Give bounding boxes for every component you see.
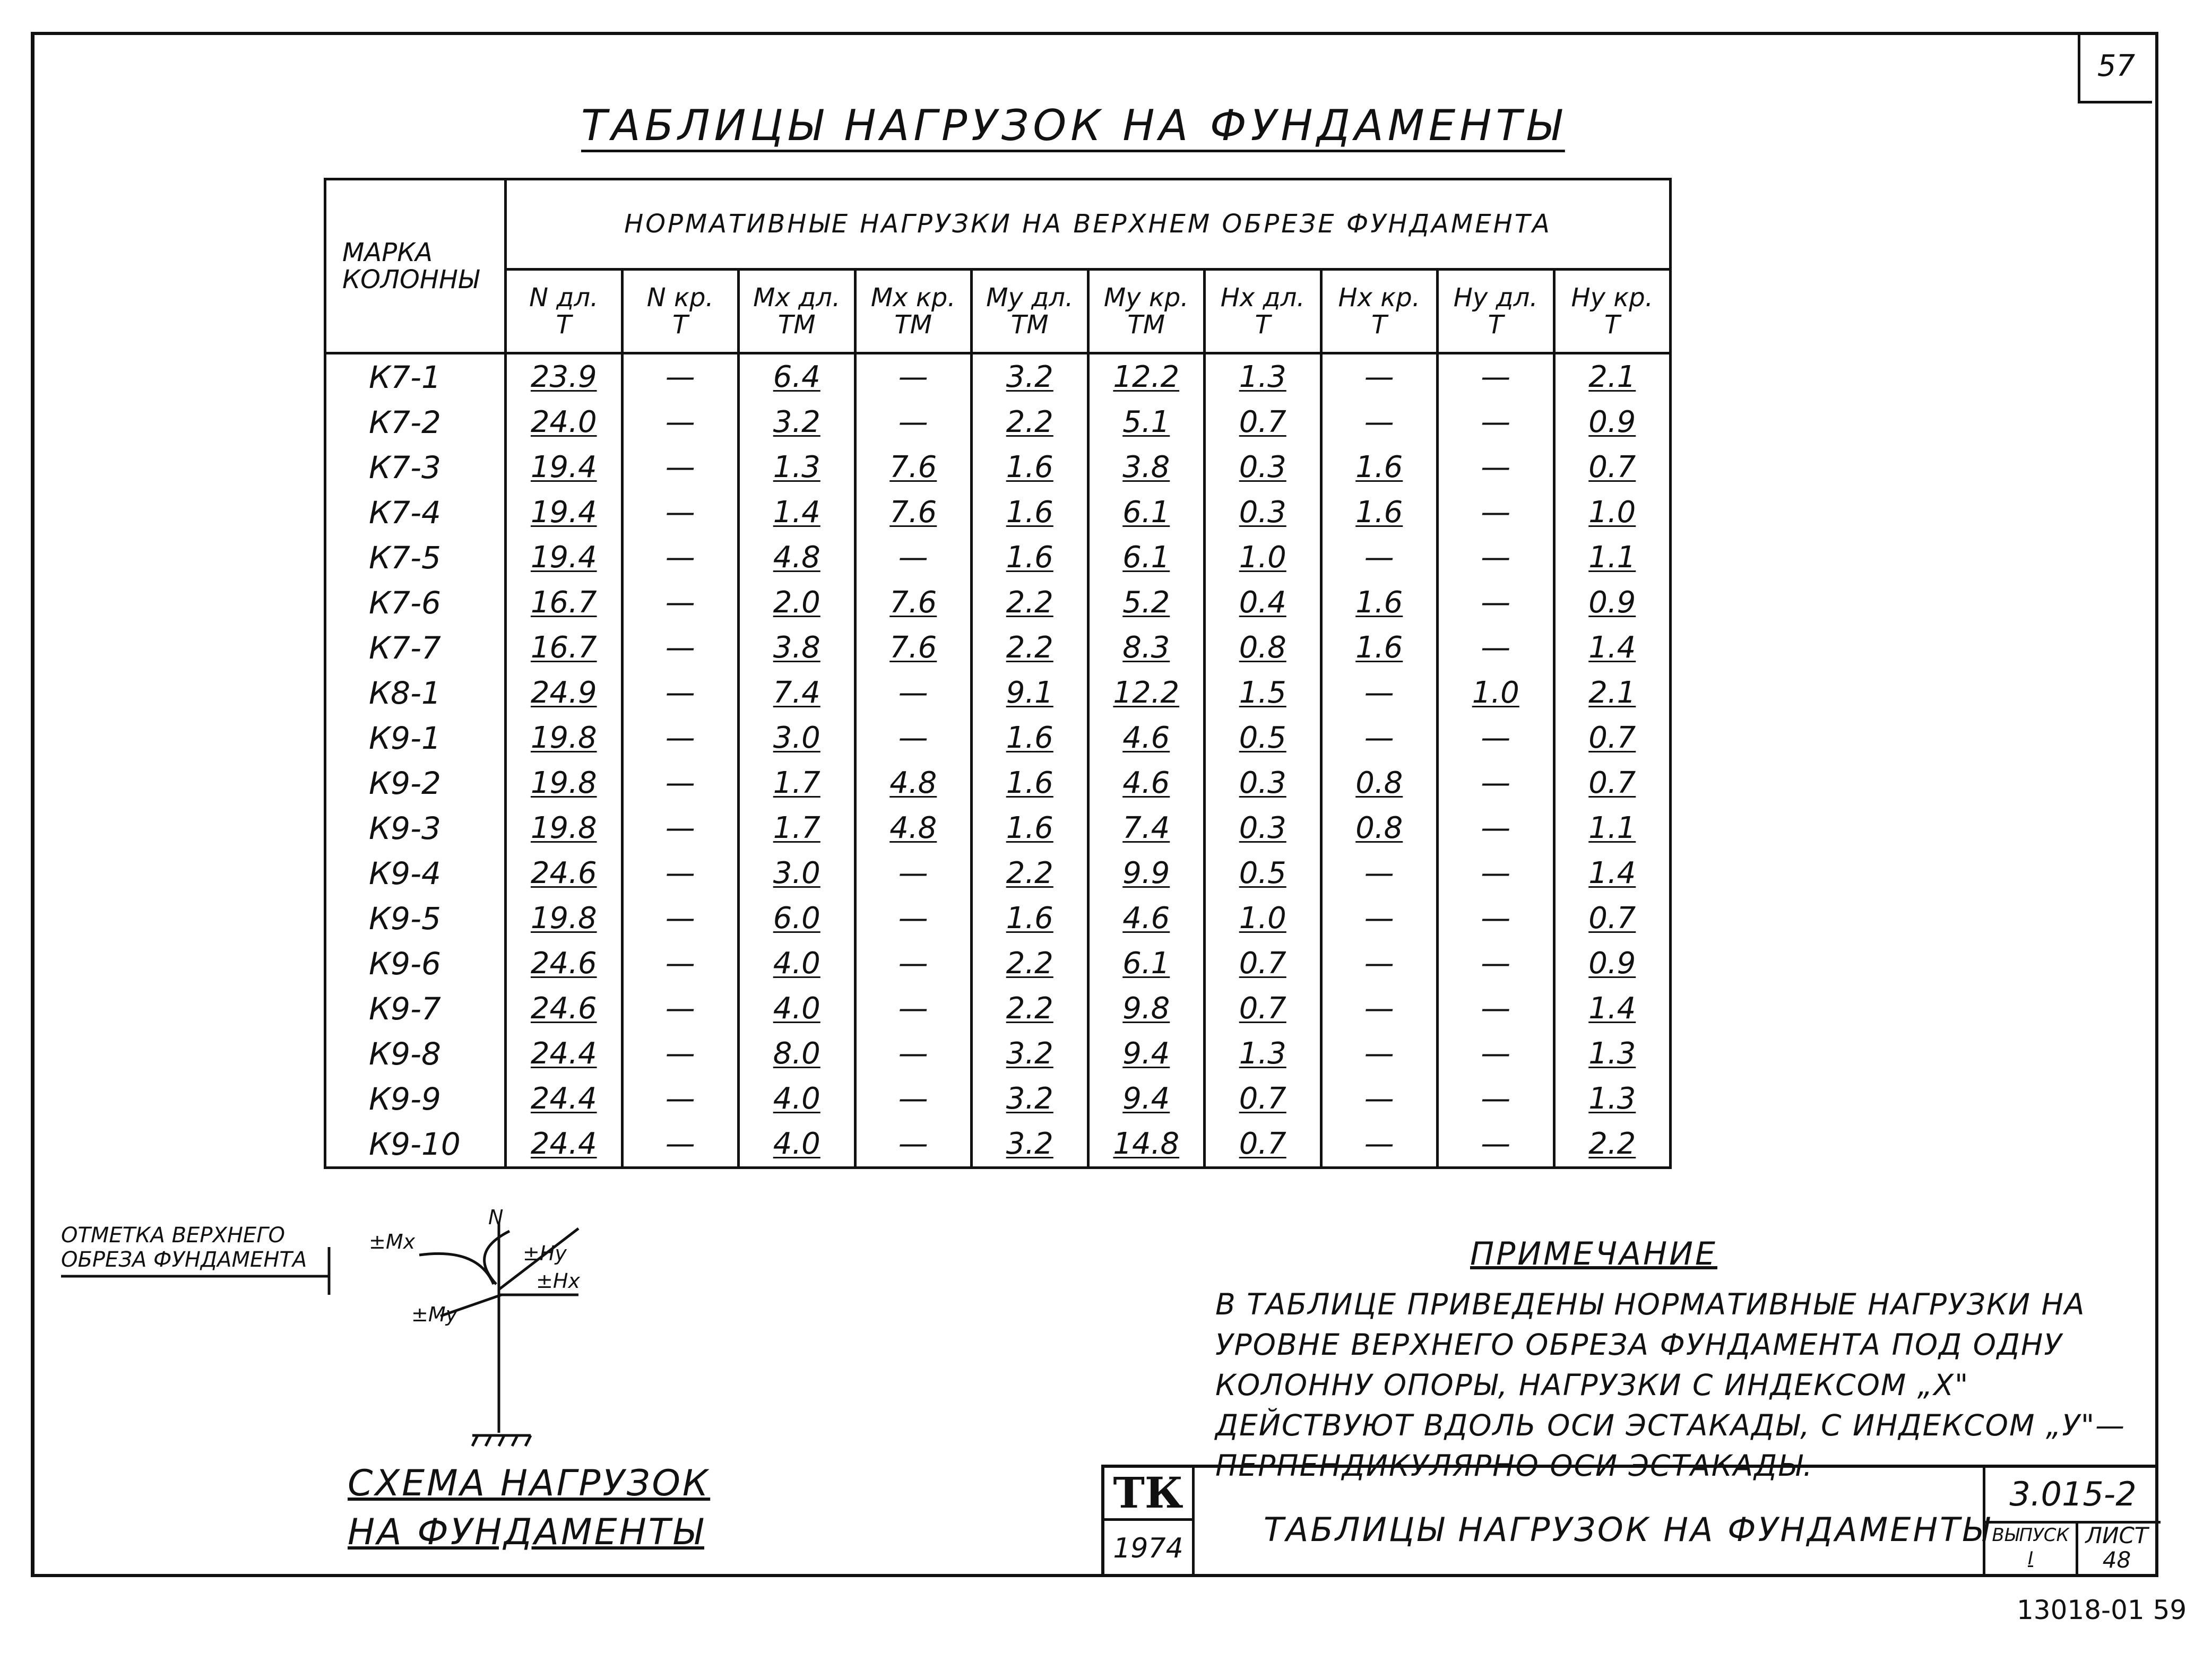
cell-value: 8.3 xyxy=(1122,630,1170,665)
column-header-unit: Т xyxy=(1604,309,1620,340)
cell-value: — xyxy=(1481,630,1511,665)
cell-value: 4.8 xyxy=(889,766,937,800)
cell-value: 9.4 xyxy=(1122,1081,1170,1116)
cell-value: 0.7 xyxy=(1588,450,1636,484)
cell-value: 1.6 xyxy=(1006,811,1053,845)
cell-value: 1.6 xyxy=(1355,495,1403,530)
note-text: В ТАБЛИЦЕ ПРИВЕДЕНЫ НОРМАТИВНЫЕ НАГРУЗКИ НА УРОВНЕ ВЕРХНЕГО ОБРЕЗА ФУНДАМЕНТА ПОД ОДНУ КОЛОННУ ОПОРЫ, НАГРУЗКИ С ИНДЕКСОМ „Х" ДЕЙСТВУЮТ ВДОЛЬ ОСИ ЭСТАКАДЫ, С ИНДЕКСОМ „У"—ПЕРПЕНДИКУЛЯРНО ОСИ ЭСТАКАДЫ. xyxy=(1215,1287,2126,1483)
cell-value: 1.4 xyxy=(1588,991,1636,1026)
column-mark-cell: К7-2 xyxy=(325,400,506,445)
cell-value: — xyxy=(1481,1081,1511,1116)
cell-value: — xyxy=(665,1036,695,1071)
cell-value: 4.0 xyxy=(773,946,820,981)
column-mark-cell: К9-5 xyxy=(325,896,506,941)
cell-value: 0.5 xyxy=(1239,856,1286,890)
column-header-unit: Т xyxy=(1255,309,1271,340)
cell-value: — xyxy=(1364,991,1394,1026)
cell-value: 16.7 xyxy=(530,585,597,620)
cell-value: 2.2 xyxy=(1588,1127,1636,1161)
scheme-caption xyxy=(348,1459,710,1557)
cell-value: 2.2 xyxy=(1006,946,1053,981)
cell-value: — xyxy=(1481,495,1511,530)
column-header-name: Hx кр. xyxy=(1338,283,1420,313)
column-header-name: N кр. xyxy=(646,283,714,313)
cell-value: 12.2 xyxy=(1113,360,1180,394)
scheme-caption-line-2: НА ФУНДАМЕНТЫ xyxy=(348,1511,704,1553)
cell-value: — xyxy=(898,540,928,575)
cell-value: — xyxy=(898,676,928,710)
cell-value: — xyxy=(1481,721,1511,755)
cell-value: — xyxy=(1481,946,1511,981)
cell-value: — xyxy=(1364,676,1394,710)
cell-value: — xyxy=(1481,450,1511,484)
cell-value: 1.3 xyxy=(773,450,820,484)
column-header-unit: Т xyxy=(1488,309,1504,340)
cell-value: — xyxy=(1481,585,1511,620)
column-header-unit: Т xyxy=(1371,309,1387,340)
cell-value: — xyxy=(898,856,928,890)
cell-value: 4.0 xyxy=(773,991,820,1026)
cell-value: — xyxy=(665,1127,695,1161)
tk-logo: ТК xyxy=(1104,1468,1195,1521)
cell-value: 9.1 xyxy=(1006,676,1053,710)
cell-value: 2.1 xyxy=(1588,676,1636,710)
column-header-unit: Т xyxy=(672,309,688,340)
cell-value: — xyxy=(898,405,928,439)
cell-value: — xyxy=(898,1036,928,1071)
cell-value: 1.3 xyxy=(1588,1081,1636,1116)
cell-value: 6.1 xyxy=(1122,946,1170,981)
cell-value: — xyxy=(1364,1036,1394,1071)
cell-value: 9.4 xyxy=(1122,1036,1170,1071)
cell-value: — xyxy=(898,901,928,936)
cell-value: — xyxy=(665,901,695,936)
cell-value: 23.9 xyxy=(530,360,597,394)
issue-label: ВЫПУСК xyxy=(1992,1525,2069,1546)
cell-value: 1.7 xyxy=(773,766,820,800)
cell-value: 1.4 xyxy=(1588,630,1636,665)
cell-value: 1.0 xyxy=(1239,540,1286,575)
cell-value: 0.5 xyxy=(1239,721,1286,755)
cell-value: 24.4 xyxy=(530,1127,597,1161)
cell-value: — xyxy=(1364,540,1394,575)
cell-value: — xyxy=(665,811,695,845)
cell-value: 1.3 xyxy=(1239,1036,1286,1071)
cell-value: — xyxy=(1364,946,1394,981)
mx-arc xyxy=(419,1253,494,1284)
column-header-name: Mx дл. xyxy=(753,283,841,313)
cell-value: 3.2 xyxy=(1006,360,1053,394)
column-header-unit: ТМ xyxy=(894,309,932,340)
cell-value: 5.1 xyxy=(1122,405,1170,439)
cell-value: 24.4 xyxy=(530,1036,597,1071)
cell-value: 7.4 xyxy=(1122,811,1170,845)
level-label: ОТМЕТКА ВЕРХНЕГО ОБРЕЗА ФУНДАМЕНТА xyxy=(61,1223,307,1272)
column-mark-cell: К9-10 xyxy=(325,1121,506,1168)
cell-value: 24.4 xyxy=(530,1081,597,1116)
column-mark-cell: К9-1 xyxy=(325,715,506,760)
column-header-name: Mx кр. xyxy=(870,283,956,313)
my-label: ±My xyxy=(411,1303,458,1326)
column-mark-cell: К9-6 xyxy=(325,941,506,986)
sheet-label: ЛИСТ xyxy=(2085,1522,2148,1548)
column-header-name: My кр. xyxy=(1103,283,1189,313)
column-header-name: Hy дл. xyxy=(1453,283,1538,313)
cell-value: 1.6 xyxy=(1006,495,1053,530)
cell-value: — xyxy=(1364,1127,1394,1161)
group-header: НОРМАТИВНЫЕ НАГРУЗКИ НА ВЕРХНЕМ ОБРЕЗЕ ФУНДАМЕНТА xyxy=(506,179,1671,270)
cell-value: 0.8 xyxy=(1355,766,1403,800)
cell-value: 1.3 xyxy=(1239,360,1286,394)
cell-value: 4.0 xyxy=(773,1127,820,1161)
cell-value: — xyxy=(898,946,928,981)
cell-value: — xyxy=(1481,405,1511,439)
cell-value: 1.6 xyxy=(1355,630,1403,665)
scheme-caption-line-1: СХЕМА НАГРУЗОК xyxy=(348,1462,711,1504)
column-header-unit: ТМ xyxy=(777,309,816,340)
cell-value: — xyxy=(665,585,695,620)
cell-value: 0.7 xyxy=(1239,946,1286,981)
document-code: 3.015-2 xyxy=(1983,1468,2161,1524)
page-title: ТАБЛИЦЫ НАГРУЗОК НА ФУНДАМЕНТЫ xyxy=(581,101,1565,150)
column-mark-cell: К7-3 xyxy=(325,445,506,490)
cell-value: 0.3 xyxy=(1239,766,1286,800)
cell-value: — xyxy=(665,1081,695,1116)
cell-value: 1.4 xyxy=(1588,856,1636,890)
cell-value: 4.8 xyxy=(773,540,820,575)
cell-value: 4.6 xyxy=(1122,901,1170,936)
cell-value: — xyxy=(1481,991,1511,1026)
column-header-unit: ТМ xyxy=(1127,309,1165,340)
cell-value: 1.1 xyxy=(1588,540,1636,575)
cell-value: 0.7 xyxy=(1588,766,1636,800)
cell-value: 1.7 xyxy=(773,811,820,845)
cell-value: 2.1 xyxy=(1588,360,1636,394)
cell-value: — xyxy=(898,1127,928,1161)
cell-value: 6.4 xyxy=(773,360,820,394)
cell-value: 3.8 xyxy=(1122,450,1170,484)
column-mark-cell: К9-3 xyxy=(325,806,506,851)
mark-column-header: МАРКА КОЛОННЫ xyxy=(325,179,506,353)
cell-value: — xyxy=(665,721,695,755)
cell-value: 0.7 xyxy=(1239,1127,1286,1161)
cell-value: 6.1 xyxy=(1122,540,1170,575)
cell-value: — xyxy=(898,360,928,394)
cell-value: — xyxy=(898,1081,928,1116)
cell-value: 19.4 xyxy=(530,540,597,575)
cell-value: 3.8 xyxy=(773,630,820,665)
note-heading: ПРИМЕЧАНИЕ xyxy=(1470,1235,1717,1273)
cell-value: 2.2 xyxy=(1006,991,1053,1026)
cell-value: 1.4 xyxy=(773,495,820,530)
cell-value: 6.1 xyxy=(1122,495,1170,530)
cell-value: 3.2 xyxy=(1006,1036,1053,1071)
cell-value: 1.6 xyxy=(1006,540,1053,575)
cell-value: 0.9 xyxy=(1588,585,1636,620)
mx-label: ±Mx xyxy=(369,1230,416,1253)
cell-value: — xyxy=(665,450,695,484)
column-mark-cell: К7-7 xyxy=(325,625,506,670)
column-header-unit: Т xyxy=(556,309,572,340)
cell-value: 2.2 xyxy=(1006,630,1053,665)
cell-value: 24.6 xyxy=(530,946,597,981)
cell-value: — xyxy=(1481,540,1511,575)
cell-value: 19.4 xyxy=(530,450,597,484)
cell-value: 12.2 xyxy=(1113,676,1180,710)
column-header-unit: ТМ xyxy=(1010,309,1049,340)
column-mark-cell: К9-4 xyxy=(325,851,506,896)
cell-value: 19.8 xyxy=(530,811,597,845)
cell-value: 2.0 xyxy=(773,585,820,620)
cell-value: 2.2 xyxy=(1006,856,1053,890)
sheet-value: 48 xyxy=(2102,1547,2131,1573)
column-mark-cell: К7-4 xyxy=(325,490,506,535)
cell-value: 14.8 xyxy=(1113,1127,1180,1161)
cell-value: 0.7 xyxy=(1239,405,1286,439)
cell-value: 24.6 xyxy=(530,856,597,890)
cell-value: — xyxy=(1364,405,1394,439)
column-mark-cell: К9-7 xyxy=(325,986,506,1031)
hy-label: ±Hy xyxy=(523,1242,567,1265)
cell-value: 9.9 xyxy=(1122,856,1170,890)
cell-value: — xyxy=(1481,1036,1511,1071)
cell-value: 4.8 xyxy=(889,811,937,845)
cell-value: 7.6 xyxy=(889,450,937,484)
archive-code: 13018-01 59 xyxy=(2017,1595,2187,1625)
cell-value: 1.1 xyxy=(1588,811,1636,845)
cell-value: — xyxy=(1481,856,1511,890)
cell-value: 4.6 xyxy=(1122,766,1170,800)
cell-value: — xyxy=(1364,856,1394,890)
cell-value: — xyxy=(665,766,695,800)
cell-value: 6.0 xyxy=(773,901,820,936)
column-header-name: My дл. xyxy=(986,283,1074,313)
column-header-name: Hx дл. xyxy=(1220,283,1305,313)
cell-value: — xyxy=(665,540,695,575)
cell-value: 19.8 xyxy=(530,721,597,755)
column-mark-cell: К9-2 xyxy=(325,760,506,806)
cell-value: 1.5 xyxy=(1239,676,1286,710)
cell-value: 1.3 xyxy=(1588,1036,1636,1071)
cell-value: — xyxy=(665,495,695,530)
cell-value: 7.6 xyxy=(889,495,937,530)
cell-value: 1.0 xyxy=(1239,901,1286,936)
cell-value: 1.6 xyxy=(1355,585,1403,620)
sheet-number: 57 xyxy=(2078,32,2152,103)
cell-value: 9.8 xyxy=(1122,991,1170,1026)
cell-value: — xyxy=(1364,1081,1394,1116)
column-header-name: Hy кр. xyxy=(1571,283,1653,313)
cell-value: 3.0 xyxy=(773,856,820,890)
cell-value: 0.7 xyxy=(1588,901,1636,936)
column-mark-cell: К7-6 xyxy=(325,580,506,625)
cell-value: 0.7 xyxy=(1239,991,1286,1026)
cell-value: — xyxy=(665,405,695,439)
cell-value: 2.2 xyxy=(1006,405,1053,439)
cell-value: 3.2 xyxy=(1006,1127,1053,1161)
cell-value: 1.6 xyxy=(1355,450,1403,484)
column-mark-cell: К8-1 xyxy=(325,670,506,715)
cell-value: 24.0 xyxy=(530,405,597,439)
cell-value: 1.6 xyxy=(1006,721,1053,755)
stamp-year: 1974 xyxy=(1104,1521,1195,1577)
cell-value: 0.7 xyxy=(1588,721,1636,755)
cell-value: 2.2 xyxy=(1006,585,1053,620)
n-label: N xyxy=(488,1206,504,1229)
cell-value: 24.6 xyxy=(530,991,597,1026)
column-header-name: N дл. xyxy=(529,283,599,313)
cell-value: 1.0 xyxy=(1472,676,1519,710)
cell-value: 19.8 xyxy=(530,901,597,936)
cell-value: — xyxy=(665,946,695,981)
sheet-cell xyxy=(2076,1524,2158,1577)
cell-value: 3.2 xyxy=(773,405,820,439)
column-mark-cell: К7-5 xyxy=(325,535,506,580)
cell-value: 16.7 xyxy=(530,630,597,665)
cell-value: 3.2 xyxy=(1006,1081,1053,1116)
cell-value: — xyxy=(1481,766,1511,800)
cell-value: 0.3 xyxy=(1239,811,1286,845)
cell-value: 0.4 xyxy=(1239,585,1286,620)
cell-value: — xyxy=(665,856,695,890)
stamp-title: ТАБЛИЦЫ НАГРУЗОК НА ФУНДАМЕНТЫ xyxy=(1264,1510,1991,1549)
cell-value: 4.0 xyxy=(773,1081,820,1116)
cell-value: 1.6 xyxy=(1006,450,1053,484)
cell-value: 0.9 xyxy=(1588,405,1636,439)
cell-value: — xyxy=(898,991,928,1026)
cell-value: 4.6 xyxy=(1122,721,1170,755)
cell-value: — xyxy=(1481,360,1511,394)
title-block xyxy=(1101,1465,2158,1577)
column-mark-cell: К7-1 xyxy=(325,353,506,400)
cell-value: 7.6 xyxy=(889,585,937,620)
issue-value: I xyxy=(2027,1548,2034,1569)
cell-value: 0.3 xyxy=(1239,450,1286,484)
cell-value: 19.8 xyxy=(530,766,597,800)
cell-value: 1.6 xyxy=(1006,766,1053,800)
issue-cell xyxy=(1983,1524,2078,1577)
cell-value: 19.4 xyxy=(530,495,597,530)
cell-value: 8.0 xyxy=(773,1036,820,1071)
column-mark-cell: К9-9 xyxy=(325,1076,506,1121)
cell-value: — xyxy=(1364,721,1394,755)
hx-label: ±Hx xyxy=(536,1269,580,1293)
cell-value: — xyxy=(665,991,695,1026)
cell-value: — xyxy=(665,630,695,665)
cell-value: 1.0 xyxy=(1588,495,1636,530)
cell-value: — xyxy=(1481,901,1511,936)
cell-value: 0.9 xyxy=(1588,946,1636,981)
cell-value: — xyxy=(1481,1127,1511,1161)
cell-value: — xyxy=(1364,901,1394,936)
cell-value: — xyxy=(898,721,928,755)
cell-value: — xyxy=(1481,811,1511,845)
cell-value: — xyxy=(1364,360,1394,394)
column-mark-cell: К9-8 xyxy=(325,1031,506,1076)
cell-value: 3.0 xyxy=(773,721,820,755)
cell-value: 7.4 xyxy=(773,676,820,710)
cell-value: — xyxy=(665,360,695,394)
cell-value: 0.7 xyxy=(1239,1081,1286,1116)
cell-value: 5.2 xyxy=(1122,585,1170,620)
cell-value: 1.6 xyxy=(1006,901,1053,936)
cell-value: 24.9 xyxy=(530,676,597,710)
cell-value: 0.8 xyxy=(1239,630,1286,665)
cell-value: 0.8 xyxy=(1355,811,1403,845)
cell-value: 7.6 xyxy=(889,630,937,665)
cell-value: 0.3 xyxy=(1239,495,1286,530)
cell-value: — xyxy=(665,676,695,710)
